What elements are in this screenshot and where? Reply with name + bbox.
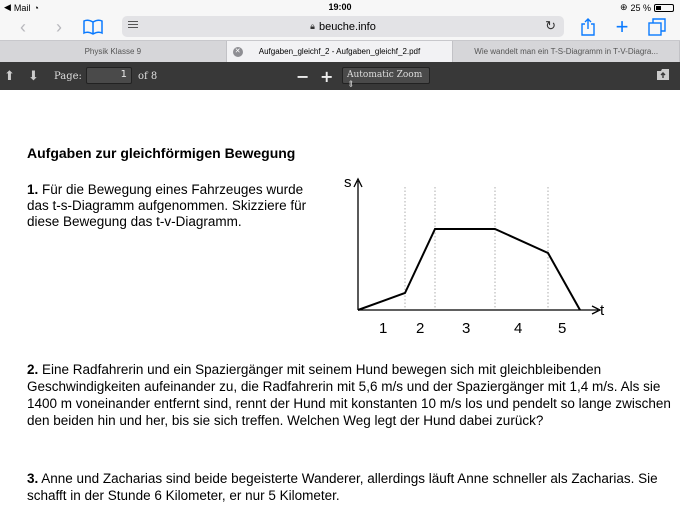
battery-icon	[654, 4, 674, 12]
page-label: Page:	[54, 71, 82, 82]
page-number-input[interactable]: 1	[86, 67, 132, 84]
task-3-number: 3.	[27, 471, 39, 486]
task-1-text: Für die Bewegung eines Fahrzeuges wurde das t-s-Diagramm aufgenommen. Skizziere für diese Bewegung das t-v-Diagramm.	[27, 182, 307, 229]
phase-label-5: 5	[558, 320, 567, 337]
close-tab-icon[interactable]: ✕	[233, 47, 243, 57]
status-time: 19:00	[328, 2, 352, 12]
tab-label: Wie wandelt man ein T-S-Diagramm in T-V-Diagra...	[474, 47, 659, 56]
previous-page-icon[interactable]: ⬆	[4, 69, 15, 84]
back-to-app-icon[interactable]: ◀	[4, 2, 11, 12]
forward-icon[interactable]: ›	[56, 16, 62, 37]
pdf-page	[0, 90, 680, 510]
ts-curve	[358, 229, 580, 310]
wifi-icon: ◔	[33, 2, 39, 13]
address-bar[interactable]	[122, 16, 564, 37]
phase-label-1: 1	[379, 320, 388, 337]
task-2-number: 2.	[27, 362, 39, 377]
phase-label-4: 4	[514, 320, 523, 337]
tab-label: Aufgaben_gleichf_2 - Aufgaben_gleichf_2.pdf	[258, 47, 421, 56]
bookmarks-icon[interactable]	[82, 16, 104, 38]
lock-icon: 🔒︎	[310, 21, 315, 31]
task-2	[27, 361, 675, 429]
task-3	[27, 470, 675, 504]
battery-percent: 25 %	[630, 2, 651, 13]
tabs-overview-icon[interactable]	[646, 16, 668, 38]
open-file-icon[interactable]	[656, 68, 670, 85]
phase-label-2: 2	[416, 320, 425, 337]
tab-strip	[0, 40, 680, 62]
zoom-value: Automatic Zoom	[347, 70, 423, 80]
browser-toolbar	[0, 14, 680, 40]
phase-labels	[379, 320, 566, 337]
url-text: beuche.info	[318, 20, 376, 33]
s-axis-label: s	[344, 175, 352, 191]
task-1	[27, 182, 327, 230]
reader-icon[interactable]	[128, 21, 138, 30]
page-title: Aufgaben zur gleichförmigen Bewegung	[27, 145, 296, 161]
zoom-in-icon[interactable]: +	[320, 67, 334, 86]
status-right	[620, 2, 674, 13]
share-icon[interactable]	[578, 16, 598, 38]
rotation-lock-icon: ⊕	[619, 2, 628, 12]
task-2-text: Eine Radfahrerin und ein Spaziergänger mit seinem Hund bewegen sich mit gleichbleibenden Geschwindigkeiten aufeinander zu, die Radfahrerin mit 5,6 m/s und der Spaziergänger mit 1,4 m/s. Als sie 1400 m voneinander entfernt sind, rennt der Hund mit konstanten 10 m/s los und pendelt so lange zwischen den beiden hin und her, bis sie sich treffen. Welchen Weg legt der Hund dabei zurück?	[27, 362, 671, 428]
new-tab-icon[interactable]: +	[615, 14, 629, 39]
t-axis-label: t	[600, 302, 605, 319]
zoom-out-icon[interactable]: −	[296, 67, 310, 86]
next-page-icon[interactable]: ⬇	[28, 69, 39, 84]
phase-label-3: 3	[462, 320, 471, 337]
task-1-number: 1.	[27, 182, 39, 197]
status-bar	[0, 0, 680, 14]
tab-pdf[interactable]	[227, 41, 454, 62]
carrier-label: Mail	[13, 2, 31, 13]
reload-icon[interactable]: ↻	[545, 18, 556, 33]
zoom-select[interactable]: Automatic Zoom ⇕	[342, 67, 430, 84]
page-total: of 8	[138, 71, 158, 82]
back-icon[interactable]: ‹	[20, 16, 26, 37]
tab-diagramm[interactable]	[453, 41, 680, 62]
ts-diagram	[330, 175, 620, 345]
pdf-toolbar	[0, 62, 680, 90]
tab-physik[interactable]	[0, 41, 227, 62]
task-3-text: Anne und Zacharias sind beide begeisterte Wanderer, allerdings läuft Anne schneller als Zacharias. Sie schafft in der Stunde 6 Kilometer, er nur 5 Kilometer.	[27, 471, 658, 503]
tab-label: Physik Klasse 9	[84, 47, 142, 56]
